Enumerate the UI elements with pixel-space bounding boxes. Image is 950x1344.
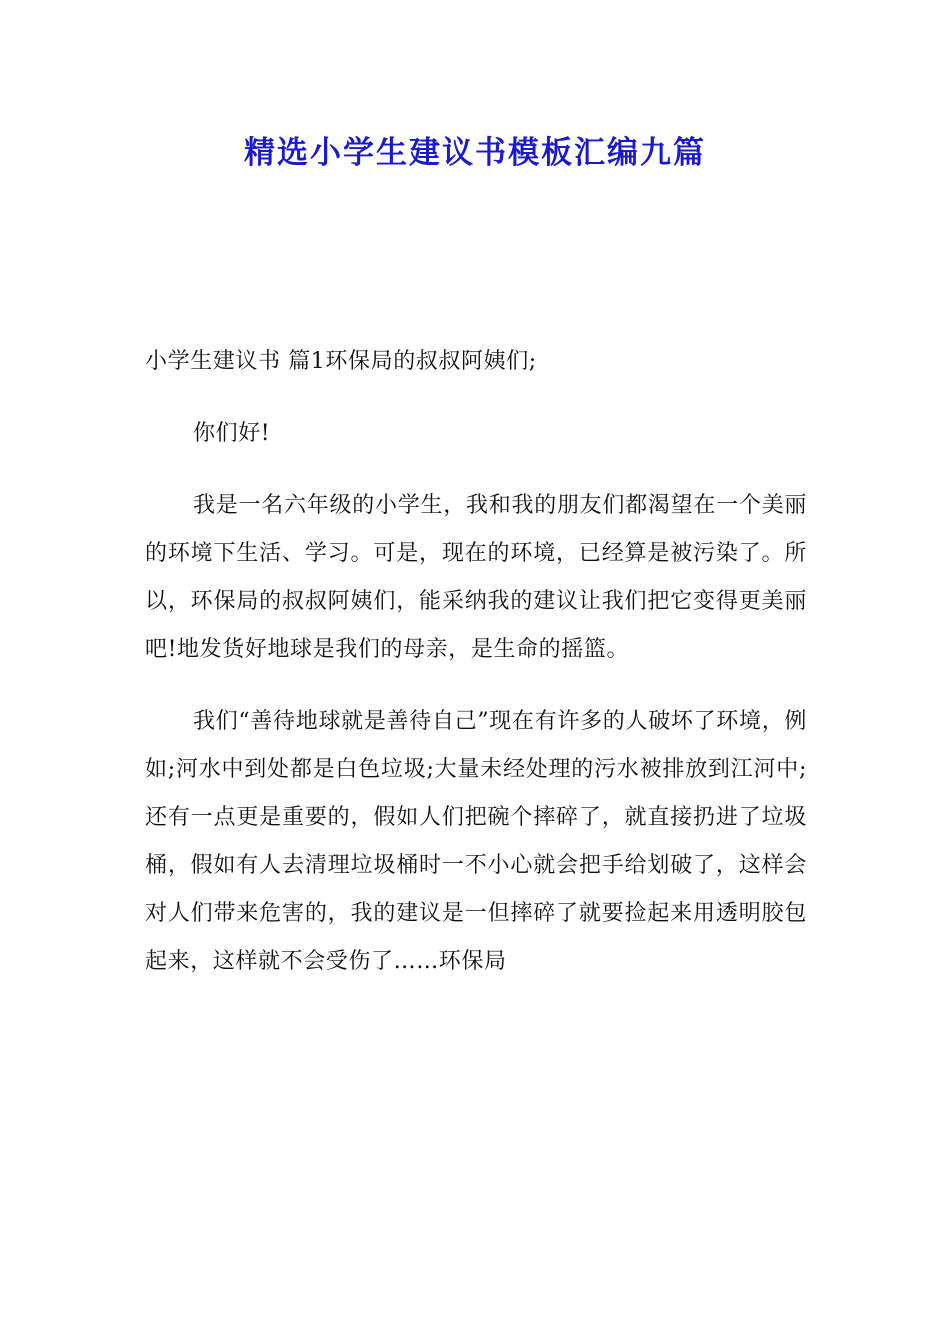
document-body [145,338,807,1010]
paragraph-introduction: 我是一名六年级的小学生，我和我的朋友们都渴望在一个美丽的环境下生活、学习。可是，现在的环境，已经算是被污染了。所以，环保局的叔叔阿姨们，能采纳我的建议让我们把它变得更美丽吧!地发货好地球是我们的母亲，是生命的摇篮。 [145,493,807,662]
paragraph-heading: 小学生建议书 篇1环保局的叔叔阿姨们; [145,349,537,374]
document-title: 精选小学生建议书模板汇编九篇 [244,135,706,171]
paragraph-suggestion: 我们“善待地球就是善待自己”现在有许多的人破坏了环境，例如;河水中到处都是白色垃圾;大量未经处理的污水被排放到江河中;还有一点更是重要的，假如人们把碗个摔碎了，就直接扔进了垃圾桶，假如有人去清理垃圾桶时一不小心就会把手给划破了，这样会对人们带来危害的，我的建议是一但摔碎了就要捡起来用透明胶包起来，这样就不会受伤了……环保局 [145,709,807,974]
paragraph-greeting: 你们好! [193,421,271,446]
